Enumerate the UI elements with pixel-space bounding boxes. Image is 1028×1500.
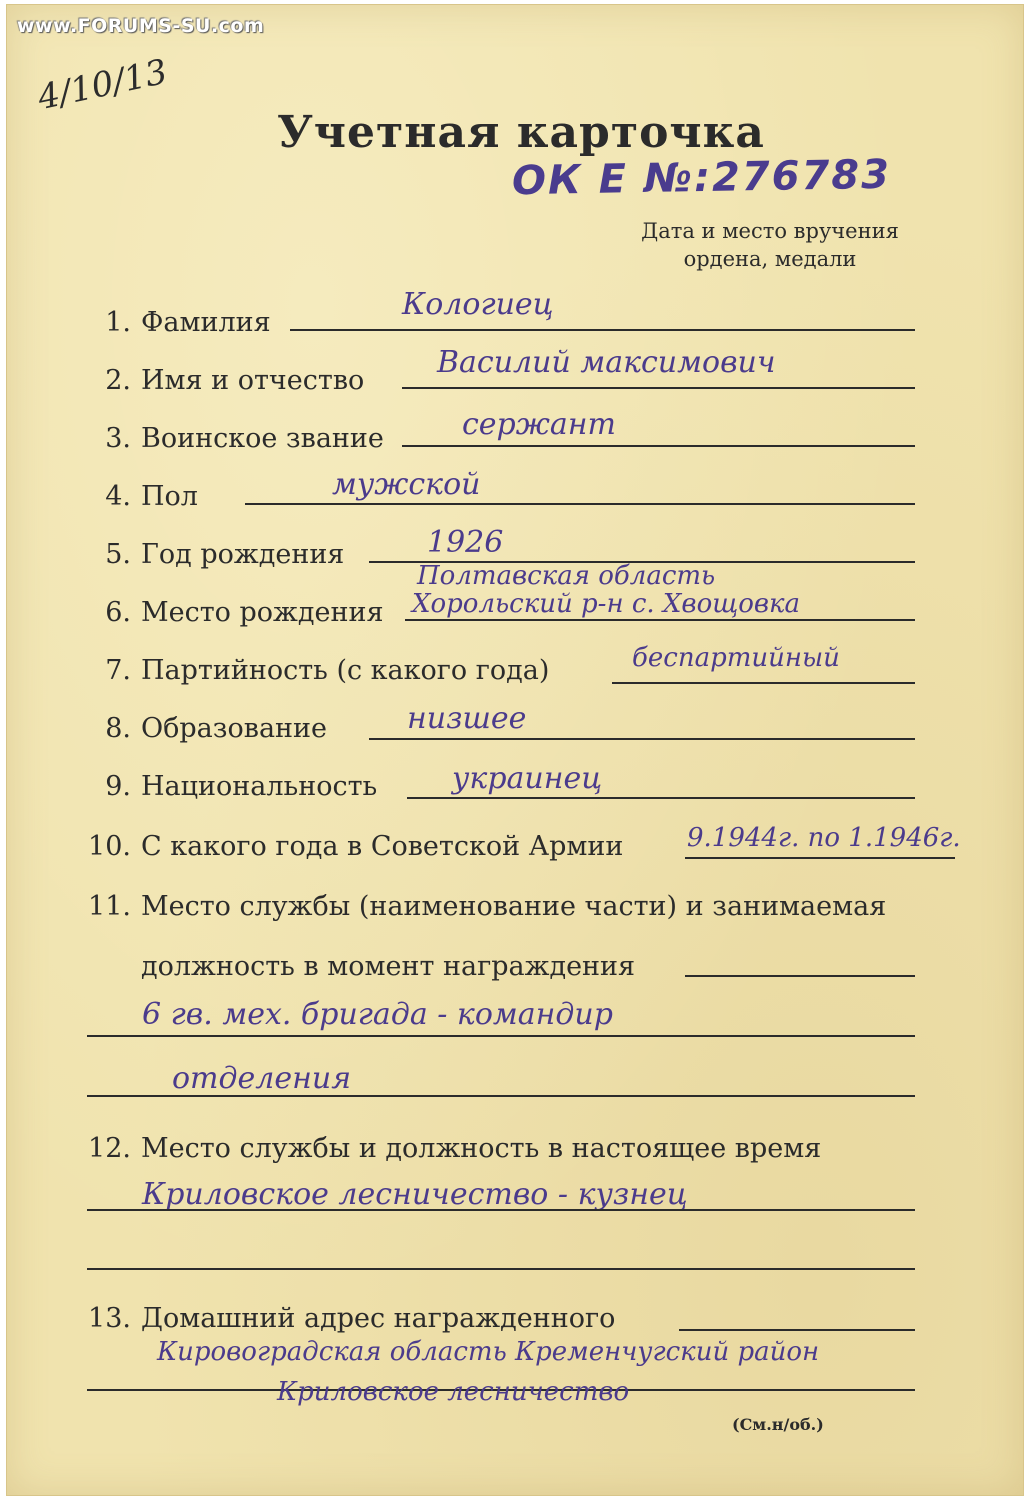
field-education-line xyxy=(369,738,915,740)
field-current-service-line-2 xyxy=(87,1268,915,1270)
field-army-since-value: 9.1944г. по 1.1946г. xyxy=(687,823,961,853)
field-service-place-value-2: отделения xyxy=(172,1061,352,1096)
field-army-since-line xyxy=(685,857,955,859)
field-party-label: 7. Партийность (с какого года) xyxy=(105,655,550,686)
card-title: Учетная карточка xyxy=(277,107,765,158)
field-education-value: низшее xyxy=(407,701,527,736)
field-name-label: 2. Имя и отчество xyxy=(105,365,365,396)
field-education-label: 8. Образование xyxy=(105,713,328,744)
date-place-label xyxy=(605,217,935,273)
field-home-address-label: 13. Домашний адрес награжденного xyxy=(88,1303,616,1334)
field-birthyear-value: 1926 xyxy=(427,525,504,560)
field-party-value: беспартийный xyxy=(632,643,840,673)
field-nationality-line xyxy=(407,797,915,799)
field-nationality-label: 9. Национальность xyxy=(105,771,378,802)
field-name-line xyxy=(402,387,915,389)
field-birthyear-label: 5. Год рождения xyxy=(105,539,345,570)
field-nationality-value: украинец xyxy=(452,761,603,796)
field-birthplace-line xyxy=(405,619,915,621)
field-surname-line xyxy=(290,329,915,331)
date-place-line-1: Дата и место вручения xyxy=(641,219,899,243)
field-current-service-value: Криловское лесничество - кузнец xyxy=(142,1177,688,1212)
order-number: ОК Е №:276783 xyxy=(511,151,892,205)
field-party-line xyxy=(612,682,915,684)
field-service-place-line-1 xyxy=(87,1035,915,1037)
field-birthplace-value-1: Полтавская область xyxy=(417,561,716,591)
field-rank-value: сержант xyxy=(462,407,616,442)
field-sex-label: 4. Пол xyxy=(105,481,198,512)
field-name-value: Василий максимович xyxy=(437,345,776,380)
field-surname-value: Кологиец xyxy=(402,287,554,322)
field-current-service-line-1 xyxy=(87,1209,915,1211)
field-rank-line xyxy=(402,445,915,447)
field-service-place-label: 11. Место службы (наименование части) и занимаемая xyxy=(88,891,887,922)
field-service-place-value-1: 6 гв. мех. бригада - командир xyxy=(142,997,613,1032)
field-rank-label: 3. Воинское звание xyxy=(105,423,384,454)
site-watermark: www.FORUMS-SU.com xyxy=(17,15,265,37)
field-service-place-label-2: должность в момент награждения xyxy=(141,951,636,982)
field-army-since-label: 10. С какого года в Советской Армии xyxy=(88,831,624,862)
date-place-line-2: ордена, медали xyxy=(683,247,857,271)
see-reverse-note: (См.н/об.) xyxy=(732,1415,824,1434)
field-home-address-value-2: Криловское лесничество xyxy=(277,1377,630,1407)
record-card xyxy=(6,4,1024,1496)
field-sex-value: мужской xyxy=(332,467,481,502)
field-home-address-value-1: Кировоградская область Кременчугский район xyxy=(157,1337,820,1367)
field-birthplace-value-2: Хорольский р-н с. Хвощовка xyxy=(412,589,801,619)
field-service-place-line-0 xyxy=(685,975,915,977)
archive-note: 4/10/13 xyxy=(34,51,171,119)
field-home-address-line-0 xyxy=(679,1329,915,1331)
field-sex-line xyxy=(245,503,915,505)
field-birthplace-label: 6. Место рождения xyxy=(105,597,384,628)
field-current-service-label: 12. Место службы и должность в настоящее время xyxy=(88,1133,822,1164)
field-service-place-line-2 xyxy=(87,1095,915,1097)
field-surname-label: 1. Фамилия xyxy=(105,307,271,338)
